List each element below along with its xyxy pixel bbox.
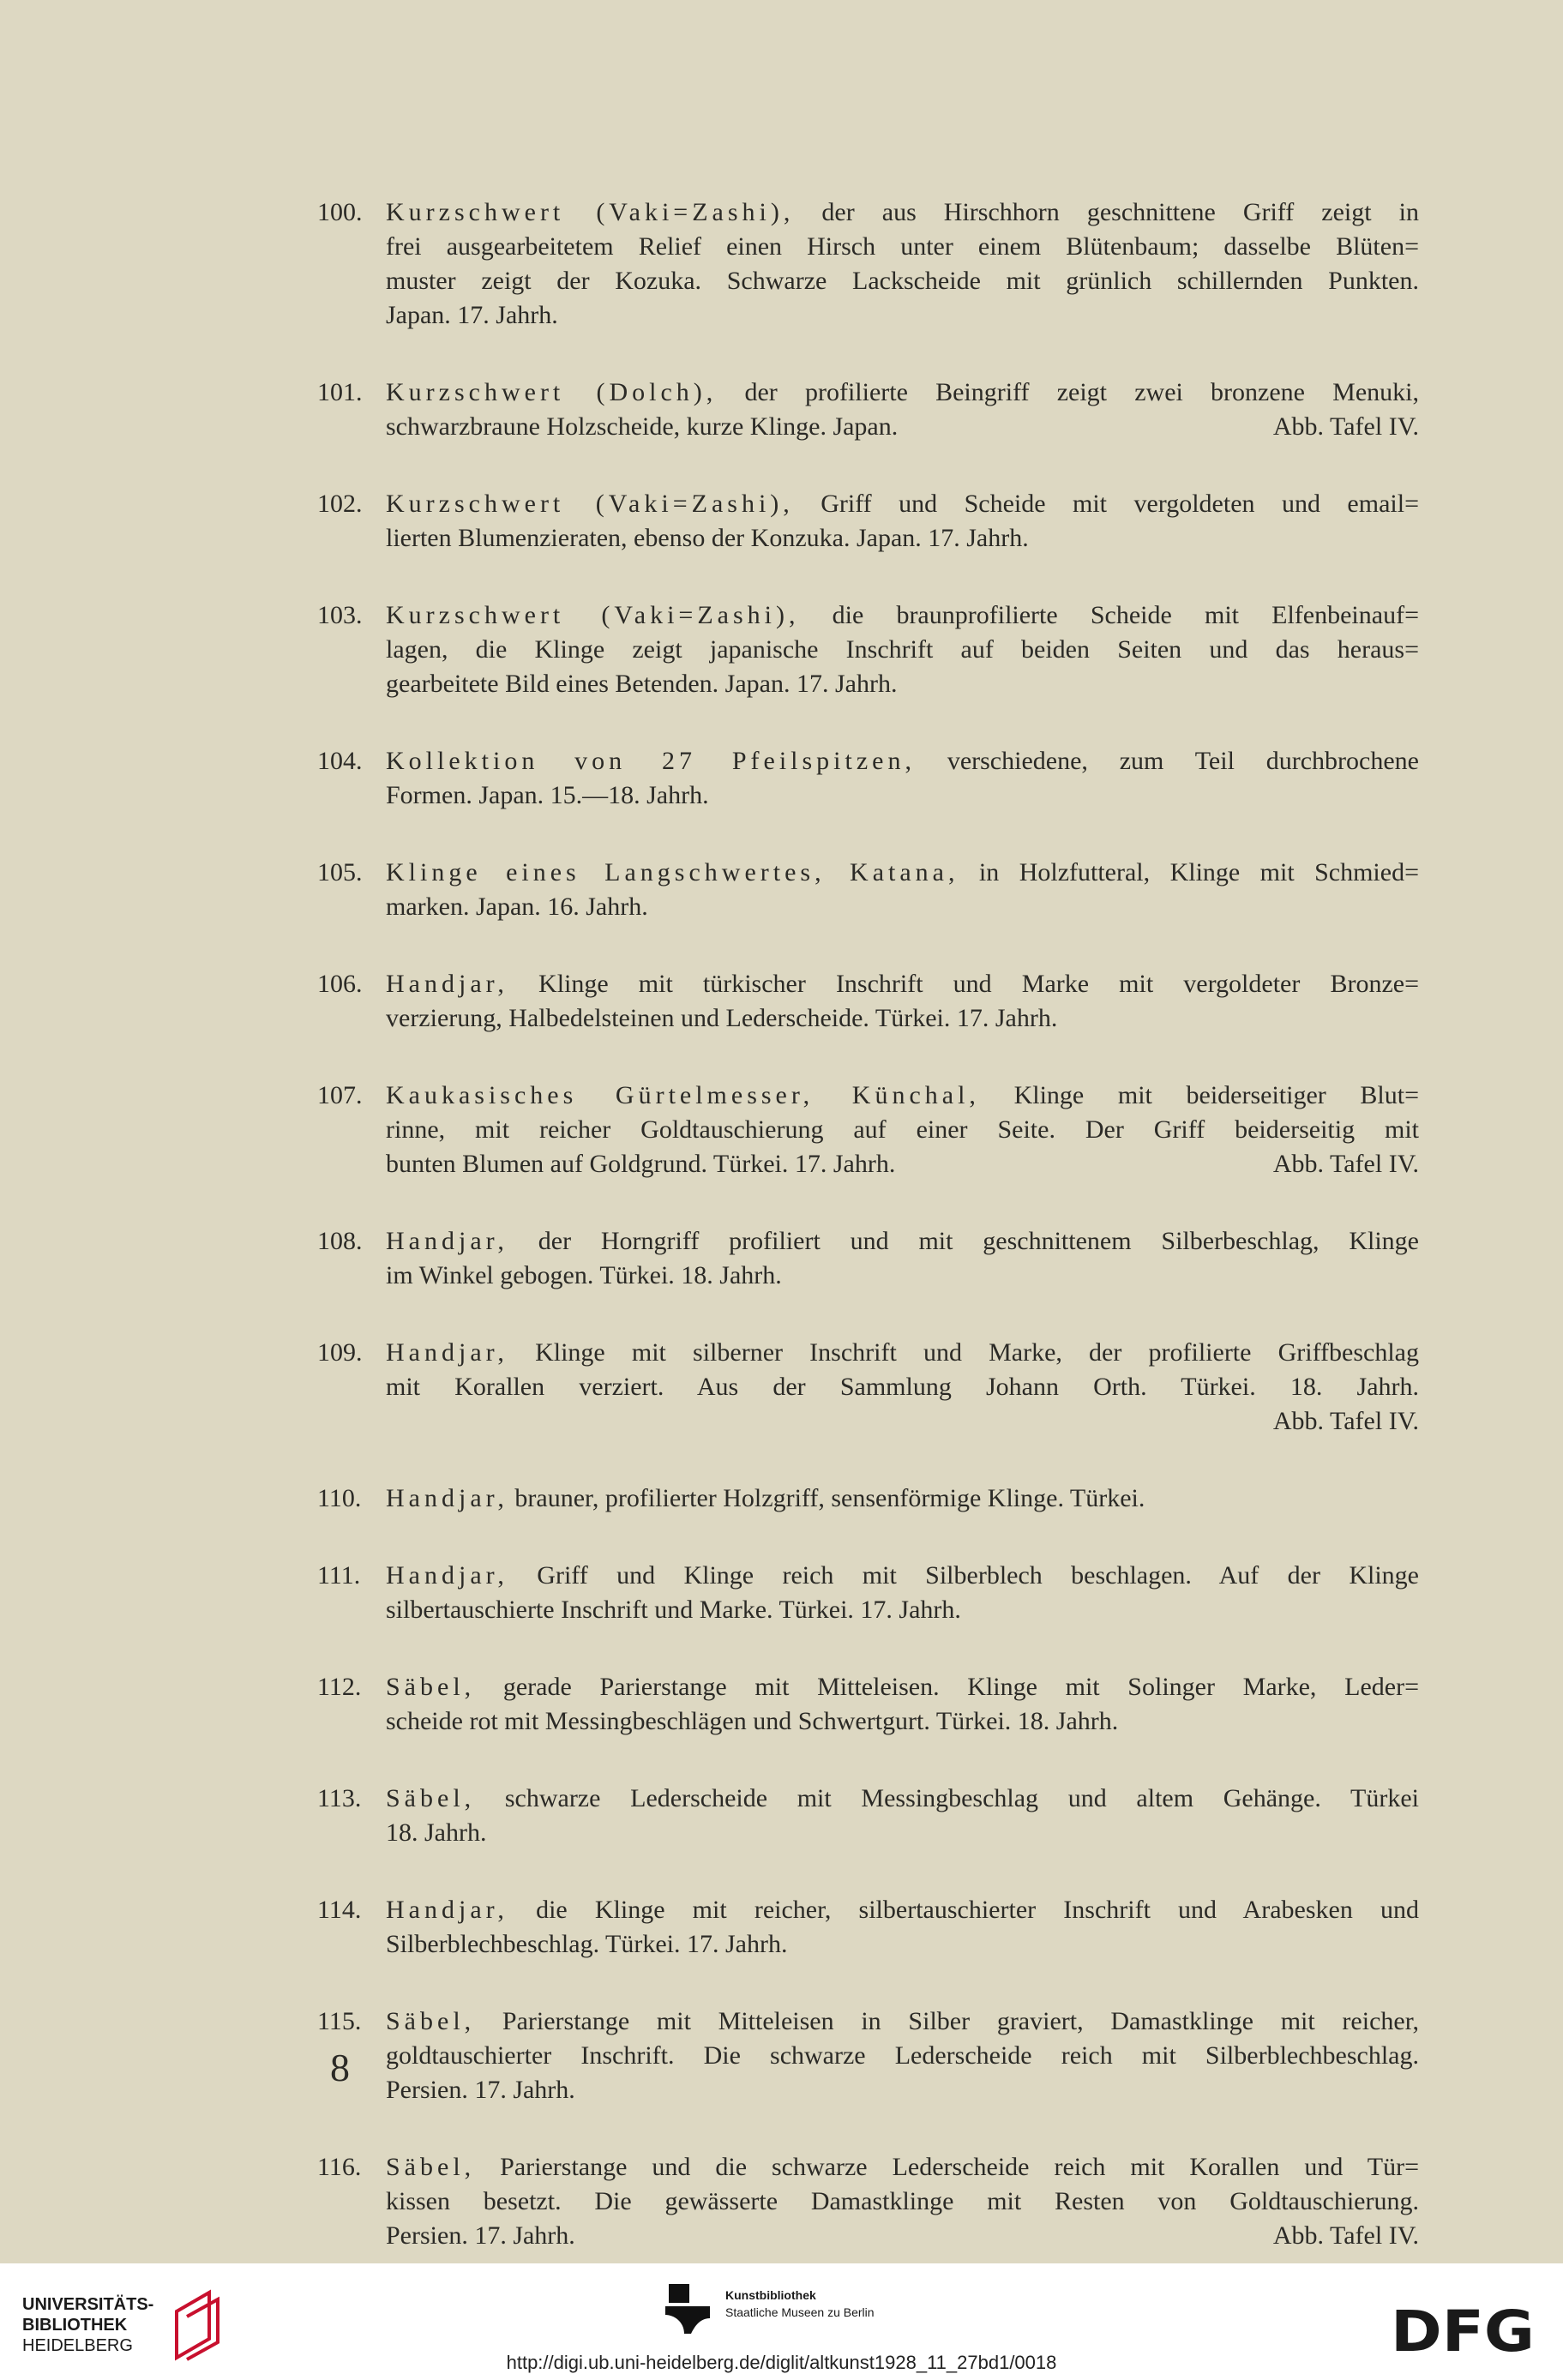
entry-line bbox=[386, 1782, 1419, 1816]
entry-line bbox=[386, 778, 1419, 813]
entry-title: Säbel, bbox=[386, 1784, 476, 1812]
entry-line bbox=[386, 2150, 1419, 2185]
catalog-entry bbox=[317, 1893, 1419, 1962]
entry-line bbox=[386, 1559, 1419, 1593]
entry-text: die braunprofilierte Scheide mit Elfenbeinauf= bbox=[799, 601, 1419, 629]
entry-text: gerade Parierstange mit Mitteleisen. Klinge mit Solinger Marke, Leder= bbox=[475, 1673, 1419, 1701]
entry-text: marken. Japan. 16. Jahrh. bbox=[386, 892, 648, 921]
entry-line bbox=[386, 2185, 1419, 2219]
page-number: 8 bbox=[330, 2046, 350, 2089]
entry-title: Kurzschwert (Vaki=Zashi), bbox=[386, 490, 794, 518]
entry-line bbox=[386, 2004, 1419, 2039]
entry-line bbox=[386, 967, 1419, 1001]
entry-line bbox=[386, 667, 1419, 701]
entry-text: kissen besetzt. Die gewässerte Damastklinge mit Resten von Goldtauschierung. bbox=[386, 2187, 1419, 2215]
entry-text: brauner, profilierter Holzgriff, sensenförmige Klinge. Türkei. bbox=[508, 1484, 1145, 1512]
ub-mark-icon bbox=[166, 2286, 226, 2361]
entry-line bbox=[386, 1224, 1419, 1259]
entry-text: Griff und Klinge reich mit Silberblech beschlagen. Auf der Klinge bbox=[508, 1561, 1419, 1590]
entry-line bbox=[386, 744, 1419, 778]
entry-text: verzierung, Halbedelsteinen und Lederscheide. Türkei. 17. Jahrh. bbox=[386, 1004, 1058, 1032]
entry-text: Klinge mit beiderseitiger Blut= bbox=[979, 1081, 1419, 1109]
entry-text: Persien. 17. Jahrh. bbox=[386, 2221, 575, 2250]
entry-line bbox=[386, 1113, 1419, 1147]
entry-number: 105. bbox=[317, 858, 363, 886]
kunstbibliothek-mark-icon bbox=[665, 2284, 713, 2335]
plate-reference: Abb. Tafel IV. bbox=[1272, 1407, 1419, 1435]
catalog-entry bbox=[317, 487, 1419, 556]
entry-number: 103. bbox=[317, 601, 363, 629]
entry-text: Japan. 17. Jahrh. bbox=[386, 301, 558, 329]
ub-logo-line-1: UNIVERSITÄTS- bbox=[22, 2295, 154, 2314]
kunstbibliothek-title: Kunstbibliothek bbox=[725, 2288, 816, 2302]
catalog-entry bbox=[317, 195, 1419, 333]
entry-line bbox=[386, 1593, 1419, 1627]
entry-line bbox=[386, 1927, 1419, 1962]
entry-line bbox=[386, 1481, 1419, 1516]
entry-title: Handjar, bbox=[386, 1227, 508, 1255]
entry-number: 108. bbox=[317, 1227, 363, 1255]
entry-text: Klinge mit türkischer Inschrift und Marke mit vergoldeter Bronze= bbox=[508, 970, 1419, 998]
catalog-entry bbox=[317, 1782, 1419, 1850]
entry-title: Kaukasisches Gürtelmesser, Künchal, bbox=[386, 1081, 980, 1109]
catalog-entry bbox=[317, 967, 1419, 1036]
entry-line bbox=[386, 410, 1419, 444]
entry-line bbox=[386, 890, 1419, 924]
entry-number: 111. bbox=[317, 1561, 361, 1590]
entry-line bbox=[386, 1704, 1419, 1739]
kunstbibliothek-subtitle: Staatliche Museen zu Berlin bbox=[725, 2305, 875, 2319]
kunstbibliothek-logo[interactable] bbox=[665, 2282, 940, 2351]
entry-line bbox=[386, 264, 1419, 298]
catalog-entry bbox=[317, 856, 1419, 924]
entry-number: 101. bbox=[317, 378, 363, 406]
entry-title: Klinge eines Langschwertes, Katana, bbox=[386, 858, 959, 886]
entry-title: Säbel, bbox=[386, 1673, 476, 1701]
entry-text: mit Korallen verziert. Aus der Sammlung Johann Orth. Türkei. 18. Jahrh. bbox=[386, 1373, 1419, 1401]
entry-number: 109. bbox=[317, 1338, 363, 1367]
catalog-entry bbox=[317, 2150, 1419, 2253]
entry-line bbox=[386, 521, 1419, 556]
catalog-entry bbox=[317, 1559, 1419, 1627]
entry-line bbox=[386, 1336, 1419, 1370]
dfg-logo-text: DFG bbox=[1391, 2305, 1535, 2356]
entry-text: der aus Hirschhorn geschnittene Griff zeigt in bbox=[794, 198, 1419, 226]
entry-text: gearbeitete Bild eines Betenden. Japan. 17. Jahrh. bbox=[386, 670, 898, 698]
entry-number: 114. bbox=[317, 1896, 362, 1924]
entry-title: Handjar, bbox=[386, 1338, 508, 1367]
ub-logo-line-3: HEIDELBERG bbox=[22, 2336, 133, 2355]
catalog-entry bbox=[317, 376, 1419, 444]
entry-line bbox=[386, 598, 1419, 633]
entry-text: Formen. Japan. 15.—18. Jahrh. bbox=[386, 781, 709, 809]
entry-number: 113. bbox=[317, 1784, 362, 1812]
entry-text: der profilierte Beingriff zeigt zwei bronzene Menuki, bbox=[717, 378, 1419, 406]
entry-title: Handjar, bbox=[386, 1484, 508, 1512]
catalog-entry bbox=[317, 1336, 1419, 1439]
entry-number: 100. bbox=[317, 198, 363, 226]
entry-line bbox=[386, 856, 1419, 890]
entry-text: lierten Blumenzieraten, ebenso der Konzuka. Japan. 17. Jahrh. bbox=[386, 524, 1029, 552]
entry-text: Persien. 17. Jahrh. bbox=[386, 2076, 575, 2104]
entry-title: Handjar, bbox=[386, 970, 508, 998]
entry-line bbox=[386, 298, 1419, 333]
entry-number: 116. bbox=[317, 2153, 362, 2181]
entry-line bbox=[386, 487, 1419, 521]
entry-title: Kurzschwert (Dolch), bbox=[386, 378, 718, 406]
plate-reference: Abb. Tafel IV. bbox=[1272, 2221, 1419, 2250]
catalog-entry bbox=[317, 744, 1419, 813]
entry-line bbox=[386, 230, 1419, 264]
entry-text: Parierstange und die schwarze Lederscheide reich mit Korallen und Tür= bbox=[475, 2153, 1419, 2181]
catalog-entry bbox=[317, 598, 1419, 701]
entry-text: muster zeigt der Kozuka. Schwarze Lackscheide mit grünlich schillernden Punkten. bbox=[386, 267, 1419, 295]
catalog-entries bbox=[317, 195, 1419, 2296]
entry-line bbox=[386, 1147, 1419, 1181]
catalog-entry bbox=[317, 1481, 1419, 1516]
entry-line bbox=[386, 1670, 1419, 1704]
entry-number: 107. bbox=[317, 1081, 363, 1109]
entry-number: 115. bbox=[317, 2007, 362, 2035]
catalog-entry bbox=[317, 1079, 1419, 1181]
entry-title: Kurzschwert (Vaki=Zashi), bbox=[386, 601, 800, 629]
entry-text: silbertauschierte Inschrift und Marke. Türkei. 17. Jahrh. bbox=[386, 1596, 961, 1624]
entry-title: Säbel, bbox=[386, 2153, 476, 2181]
entry-text: die Klinge mit reicher, silbertauschierter Inschrift und Arabesken und bbox=[508, 1896, 1419, 1924]
entry-text: im Winkel gebogen. Türkei. 18. Jahrh. bbox=[386, 1261, 782, 1289]
entry-text: Klinge mit silberner Inschrift und Marke, der profilierte Griffbeschlag bbox=[508, 1338, 1419, 1367]
entry-text: bunten Blumen auf Goldgrund. Türkei. 17. Jahrh. bbox=[386, 1150, 896, 1178]
entry-text: Silberblechbeschlag. Türkei. 17. Jahrh. bbox=[386, 1930, 788, 1958]
entry-line bbox=[386, 2073, 1419, 2107]
entry-text: schwarzbraune Holzscheide, kurze Klinge. Japan. bbox=[386, 412, 899, 441]
entry-text: goldtauschierter Inschrift. Die schwarze Lederscheide reich mit Silberblechbeschlag. bbox=[386, 2041, 1419, 2070]
plate-reference: Abb. Tafel IV. bbox=[1272, 412, 1419, 441]
entry-line bbox=[386, 376, 1419, 410]
entry-line bbox=[386, 633, 1419, 667]
entry-text: Parierstange mit Mitteleisen in Silber graviert, Damastklinge mit reicher, bbox=[475, 2007, 1419, 2035]
entry-text: verschiedene, zum Teil durchbrochene bbox=[915, 747, 1419, 775]
entry-line bbox=[386, 1893, 1419, 1927]
entry-number: 112. bbox=[317, 1673, 362, 1701]
entry-line bbox=[386, 2039, 1419, 2073]
entry-line bbox=[386, 1370, 1419, 1404]
entry-text: scheide rot mit Messingbeschlägen und Schwertgurt. Türkei. 18. Jahrh. bbox=[386, 1707, 1119, 1735]
catalog-entry bbox=[317, 1224, 1419, 1293]
entry-title: Kurzschwert (Vaki=Zashi), bbox=[386, 198, 795, 226]
entry-text: 18. Jahrh. bbox=[386, 1818, 487, 1847]
entry-number: 106. bbox=[317, 970, 363, 998]
entry-text: lagen, die Klinge zeigt japanische Inschrift auf beiden Seiten und das heraus= bbox=[386, 635, 1419, 664]
catalog-entry bbox=[317, 2004, 1419, 2107]
entry-number: 102. bbox=[317, 490, 363, 518]
entry-text: Griff und Scheide mit vergoldeten und email= bbox=[793, 490, 1419, 518]
entry-title: Säbel, bbox=[386, 2007, 476, 2035]
plate-reference: Abb. Tafel IV. bbox=[1272, 1150, 1419, 1178]
permalink-url[interactable]: http://digi.ub.uni-heidelberg.de/diglit/altkunst1928_11_27bd1/0018 bbox=[506, 2352, 1057, 2373]
entry-line bbox=[386, 1259, 1419, 1293]
entry-title: Kollektion von 27 Pfeilspitzen, bbox=[386, 747, 916, 775]
entry-line bbox=[386, 2219, 1419, 2253]
entry-number: 104. bbox=[317, 747, 363, 775]
entry-line bbox=[386, 1001, 1419, 1036]
dfg-logo[interactable] bbox=[1391, 2305, 1536, 2356]
entry-title: Handjar, bbox=[386, 1561, 508, 1590]
footer-bar bbox=[0, 2263, 1563, 2380]
entry-title: Handjar, bbox=[386, 1896, 508, 1924]
entry-line bbox=[386, 1816, 1419, 1850]
entry-line bbox=[386, 1079, 1419, 1113]
entry-text: in Holzfutteral, Klinge mit Schmied= bbox=[959, 858, 1419, 886]
ub-logo-line-2: BIBLIOTHEK bbox=[22, 2316, 128, 2335]
entry-text: der Horngriff profiliert und mit geschnittenem Silberbeschlag, Klinge bbox=[508, 1227, 1419, 1255]
catalog-entry bbox=[317, 1670, 1419, 1739]
entry-number: 110. bbox=[317, 1484, 362, 1512]
entry-text: schwarze Lederscheide mit Messingbeschlag und altem Gehänge. Türkei bbox=[475, 1784, 1419, 1812]
entry-text: frei ausgearbeitetem Relief einen Hirsch unter einem Blütenbaum; dasselbe Blüten= bbox=[386, 232, 1419, 261]
entry-line bbox=[386, 195, 1419, 230]
entry-text: rinne, mit reicher Goldtauschierung auf einer Seite. Der Griff beiderseitig mit bbox=[386, 1115, 1419, 1144]
